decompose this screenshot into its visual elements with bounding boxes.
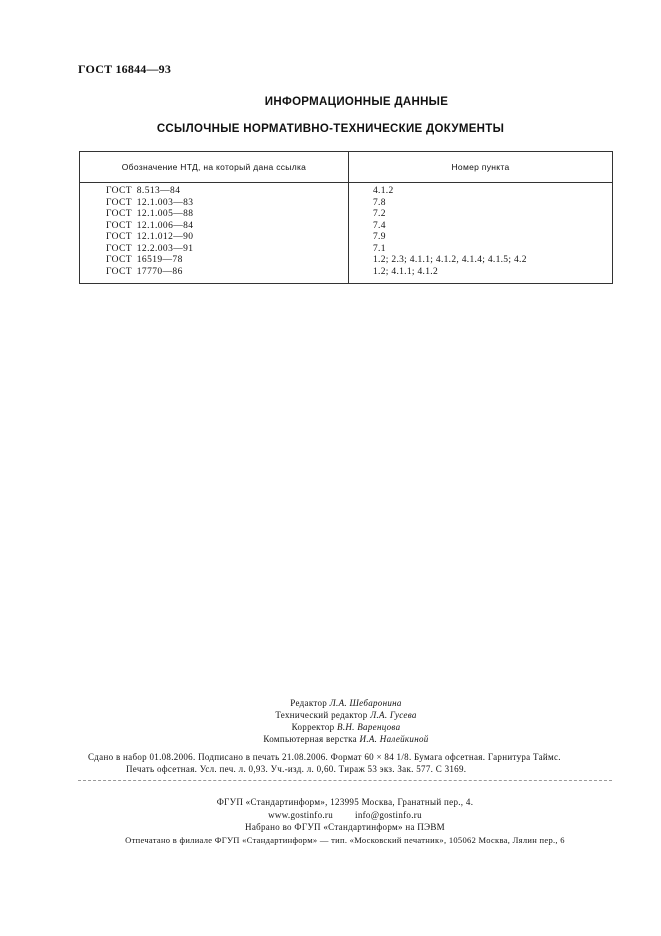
ntd-code: 12.1.003—83: [136, 197, 194, 208]
ntd-prefix: ГОСТ: [106, 266, 132, 277]
table-row: [80, 255, 348, 267]
credit-role: Корректор: [291, 722, 335, 732]
section-title: ИНФОРМАЦИОННЫЕ ДАННЫЕ: [264, 96, 449, 108]
credit-name: Л.А. Шебаронина: [329, 698, 402, 708]
item-number: 7.2: [373, 209, 386, 219]
imprint-line: Сдано в набор 01.08.2006. Подписано в печать 21.08.2006. Формат 60 × 84 1/8. Бумага офсетная. Гарнитура Таймс.: [88, 752, 561, 762]
credit-role: Компьютерная верстка: [263, 734, 357, 744]
ntd-prefix: ГОСТ: [106, 232, 132, 242]
ntd-cell: [80, 183, 349, 284]
ntd-code: 8.513—84: [136, 186, 181, 196]
item-number: 7.1: [373, 243, 386, 254]
item-number: 7.9: [373, 232, 386, 242]
section-subtitle: ССЫЛОЧНЫЕ НОРМАТИВНО-ТЕХНИЧЕСКИЕ ДОКУМЕНТЫ: [156, 123, 505, 135]
ntd-prefix: ГОСТ: [106, 209, 132, 219]
publisher-contacts: [78, 809, 612, 822]
website-link[interactable]: www.gostinfo.ru: [268, 809, 334, 820]
item-cell: [349, 183, 613, 284]
ntd-prefix: ГОСТ: [106, 243, 132, 254]
credit-name: Л.А. Гусева: [370, 710, 417, 720]
credit-role: Технический редактор: [275, 710, 368, 720]
table-row: [80, 267, 348, 279]
ntd-code: 12.1.005—88: [136, 209, 194, 219]
credit-layout: [186, 733, 506, 745]
publisher-block: [78, 796, 612, 846]
credit-role: Редактор: [290, 698, 328, 708]
ntd-code: 12.1.012—90: [136, 232, 194, 242]
ntd-prefix: ГОСТ: [106, 220, 132, 231]
item-number: 4.1.2: [373, 186, 394, 196]
item-number: 1.2; 2.3; 4.1.1; 4.1.2, 4.1.4; 4.1.5; 4.2: [373, 255, 527, 265]
table-row: [80, 221, 348, 233]
credits-block: [186, 697, 506, 745]
table-row: [80, 186, 348, 198]
table-row: [80, 198, 348, 210]
ntd-code: 16519—78: [136, 255, 183, 265]
column-header-item: Номер пункта: [349, 152, 613, 183]
ntd-prefix: ГОСТ: [106, 186, 132, 196]
ntd-code: 12.2.003—91: [136, 243, 194, 254]
email-link[interactable]: info@gostinfo.ru: [355, 809, 422, 820]
item-number: 7.8: [373, 197, 386, 208]
reference-table: [79, 151, 613, 284]
item-number: 1.2; 4.1.1; 4.1.2: [373, 266, 439, 277]
imprint-line: Печать офсетная. Усл. печ. л. 0,93. Уч.-изд. л. 0,60. Тираж 53 экз. Зак. 577. С 3169.: [126, 764, 467, 774]
table-row: [80, 232, 348, 244]
typeset-note: Набрано во ФГУП «Стандартинформ» на ПЭВМ: [245, 822, 445, 832]
ntd-code: 12.1.006—84: [136, 220, 194, 231]
printed-note: Отпечатано в филиале ФГУП «Стандартинформ» — тип. «Московский печатник», 105062 Москва, Лялин пер., 6: [125, 834, 565, 845]
credit-name: И.А. Налейкиной: [359, 734, 429, 744]
publisher-address: ФГУП «Стандартинформ», 123995 Москва, Гранатный пер., 4.: [216, 797, 474, 807]
ntd-prefix: ГОСТ: [106, 255, 132, 265]
document-code: ГОСТ 16844—93: [78, 62, 172, 76]
divider: [78, 780, 612, 781]
table-row: [80, 244, 348, 256]
column-header-ntd: Обозначение НТД, на который дана ссылка: [80, 152, 349, 183]
credit-editor: [186, 697, 506, 709]
credit-tech-editor: [186, 709, 506, 721]
table-row: [80, 209, 348, 221]
credit-corrector: [186, 721, 506, 733]
ntd-code: 17770—86: [136, 266, 183, 277]
table-body: [80, 183, 613, 284]
credit-name: В.Н. Варенцова: [337, 722, 401, 732]
item-number: 7.4: [373, 220, 386, 231]
table-header-row: [80, 152, 613, 183]
ntd-prefix: ГОСТ: [106, 197, 132, 208]
